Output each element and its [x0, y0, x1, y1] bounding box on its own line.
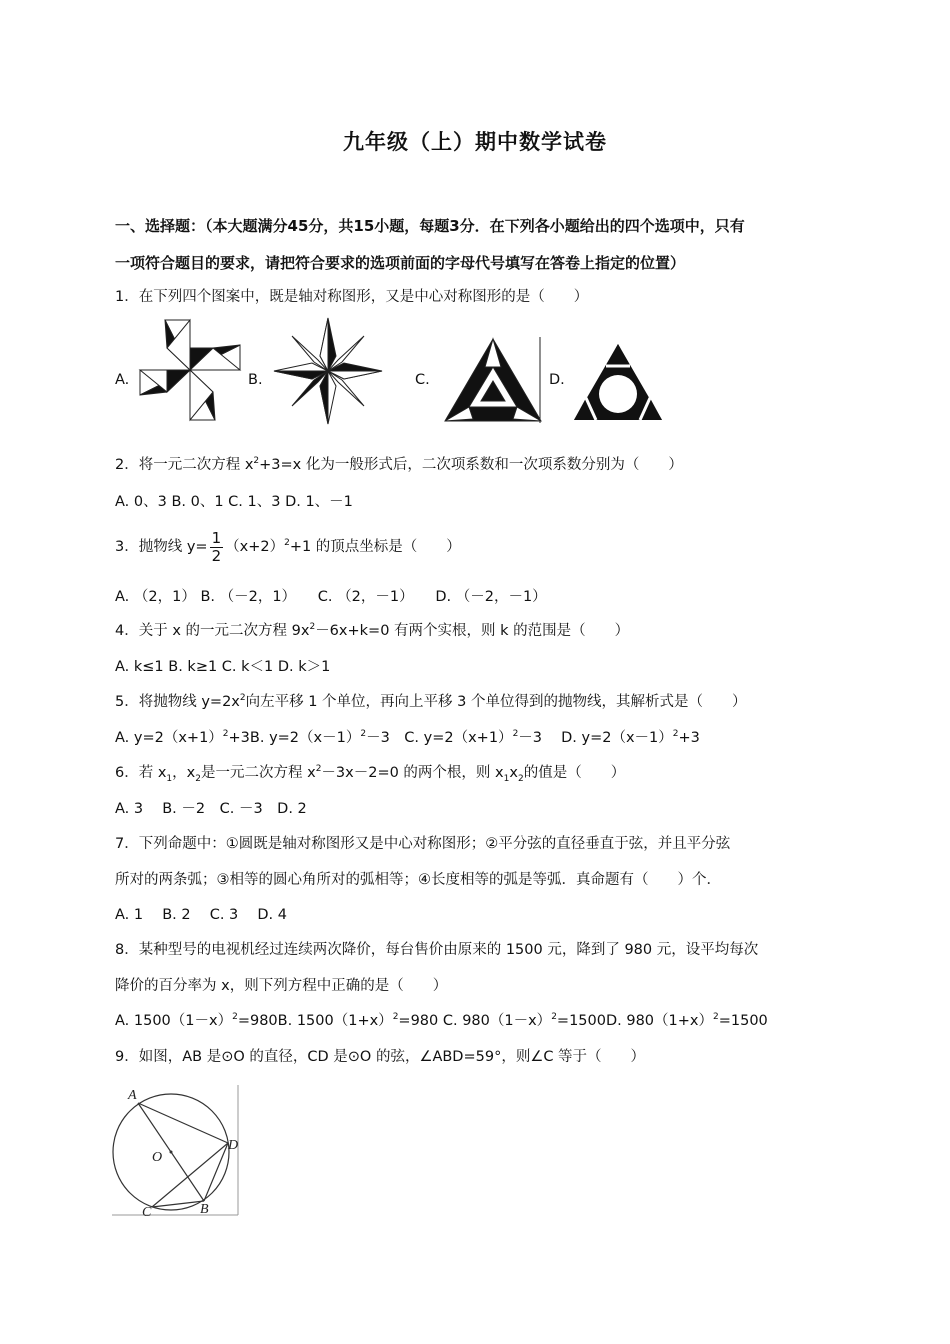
q8-line2: 降价的百分率为 x，则下列方程中正确的是（ ） [115, 978, 448, 994]
q9-label-b: B [200, 1202, 209, 1217]
q1-figure-d [572, 342, 664, 422]
q1-figure-c [443, 337, 543, 423]
q7-line2: 所对的两条弧；③相等的圆心角所对的弧相等；④长度相等的弧是等弧．真命题有（ ）个． [115, 872, 721, 888]
q9-label-c: C [142, 1205, 152, 1217]
q2-options: A. 0、3 B. 0、1 C. 1、3 D. 1、－1 [115, 494, 353, 510]
q3-fraction: $\frac{1}{2}$ [211, 528, 222, 565]
q2-stem: 2．将一元二次方程 $x^2+3=x$ 化为一般形式后，二次项系数和一次项系数分别为（ ） [115, 456, 683, 473]
q1-figure-b [272, 316, 384, 426]
q1-option-a-label: A. [115, 372, 130, 388]
q8-options: A. $1500(1-x)^2=980B$. $1500(1+x)^2=980$ C. $980(1-x)^2=1500D$. $980(1+x)^2=1500$ [115, 1012, 768, 1029]
q1-stem: 1．在下列四个图案中，既是轴对称图形，又是中心对称图形的是（ ） [115, 289, 589, 305]
q3-options: A. （2，1） B. （－2，1） C. （2，－1） D. （－2，－1） [115, 589, 547, 605]
q1-figure-a [137, 318, 243, 422]
q5-stem: 5．将抛物线 $y=2x^2$向左平移 1 个单位，再向上平移 3 个单位得到的抛物线，其解析式是（ ） [115, 693, 747, 710]
q5-options: A. $y=2(x+1)^2+3B$. $y=2(x-1)^2-3$ C. $y=2(x+1)^2-3$ D. $y=2(x-1)^2+3$ [115, 729, 700, 746]
q9-label-o: O [152, 1150, 163, 1165]
section-instructions-line1: 一、选择题：（本大题满分45分，共15小题，每题3分．在下列各小题给出的四个选项中，只有 [115, 217, 745, 235]
q1-option-d-label: D. [549, 372, 565, 388]
page-title: 九年级（上）期中数学试卷 [343, 130, 607, 154]
q6-stem: 6．若 $x_1$，$x_2$是一元二次方程 $x^2-3x-2=0$ 的两个根，则 $x_1x_2$的值是（ ） [115, 764, 626, 784]
q9-stem: 9．如图，AB 是⊙O 的直径，CD 是⊙O 的弦，∠ABD=59°，则∠C 等于（ ） [115, 1049, 646, 1065]
q8-line1: 8．某种型号的电视机经过连续两次降价，每台售价由原来的 1500 元，降到了 980 元，设平均每次 [115, 942, 759, 958]
q3-stem: 3．抛物线 y= $\frac{1}{2}$ $(x+2)^2+1$ 的顶点坐标是（ ） [115, 528, 461, 565]
q9-label-a: A [128, 1088, 137, 1103]
q9-circle-figure [112, 1085, 242, 1217]
q1-option-c-label: C. [415, 372, 430, 388]
q9-label-d: D [228, 1138, 239, 1153]
q7-options: A. 1 B. 2 C. 3 D. 4 [115, 907, 288, 923]
q1-option-b-label: B. [248, 372, 263, 388]
q4-options: A. k≤1 B. k≥1 C. k＜1 D. k＞1 [115, 659, 331, 675]
q4-stem: 4．关于 x 的一元二次方程 $9x^2-6x+k=0$ 有两个实根，则 k 的范围是（ ） [115, 622, 630, 639]
section-instructions-line2: 一项符合题目的要求，请把符合要求的选项前面的字母代号填写在答卷上指定的位置） [115, 254, 686, 272]
q6-options: A. 3 B. －2 C. －3 D. 2 [115, 801, 307, 817]
q7-line1: 7．下列命题中：①圆既是轴对称图形又是中心对称图形；②平分弦的直径垂直于弦，并且平分弦 [115, 836, 731, 852]
